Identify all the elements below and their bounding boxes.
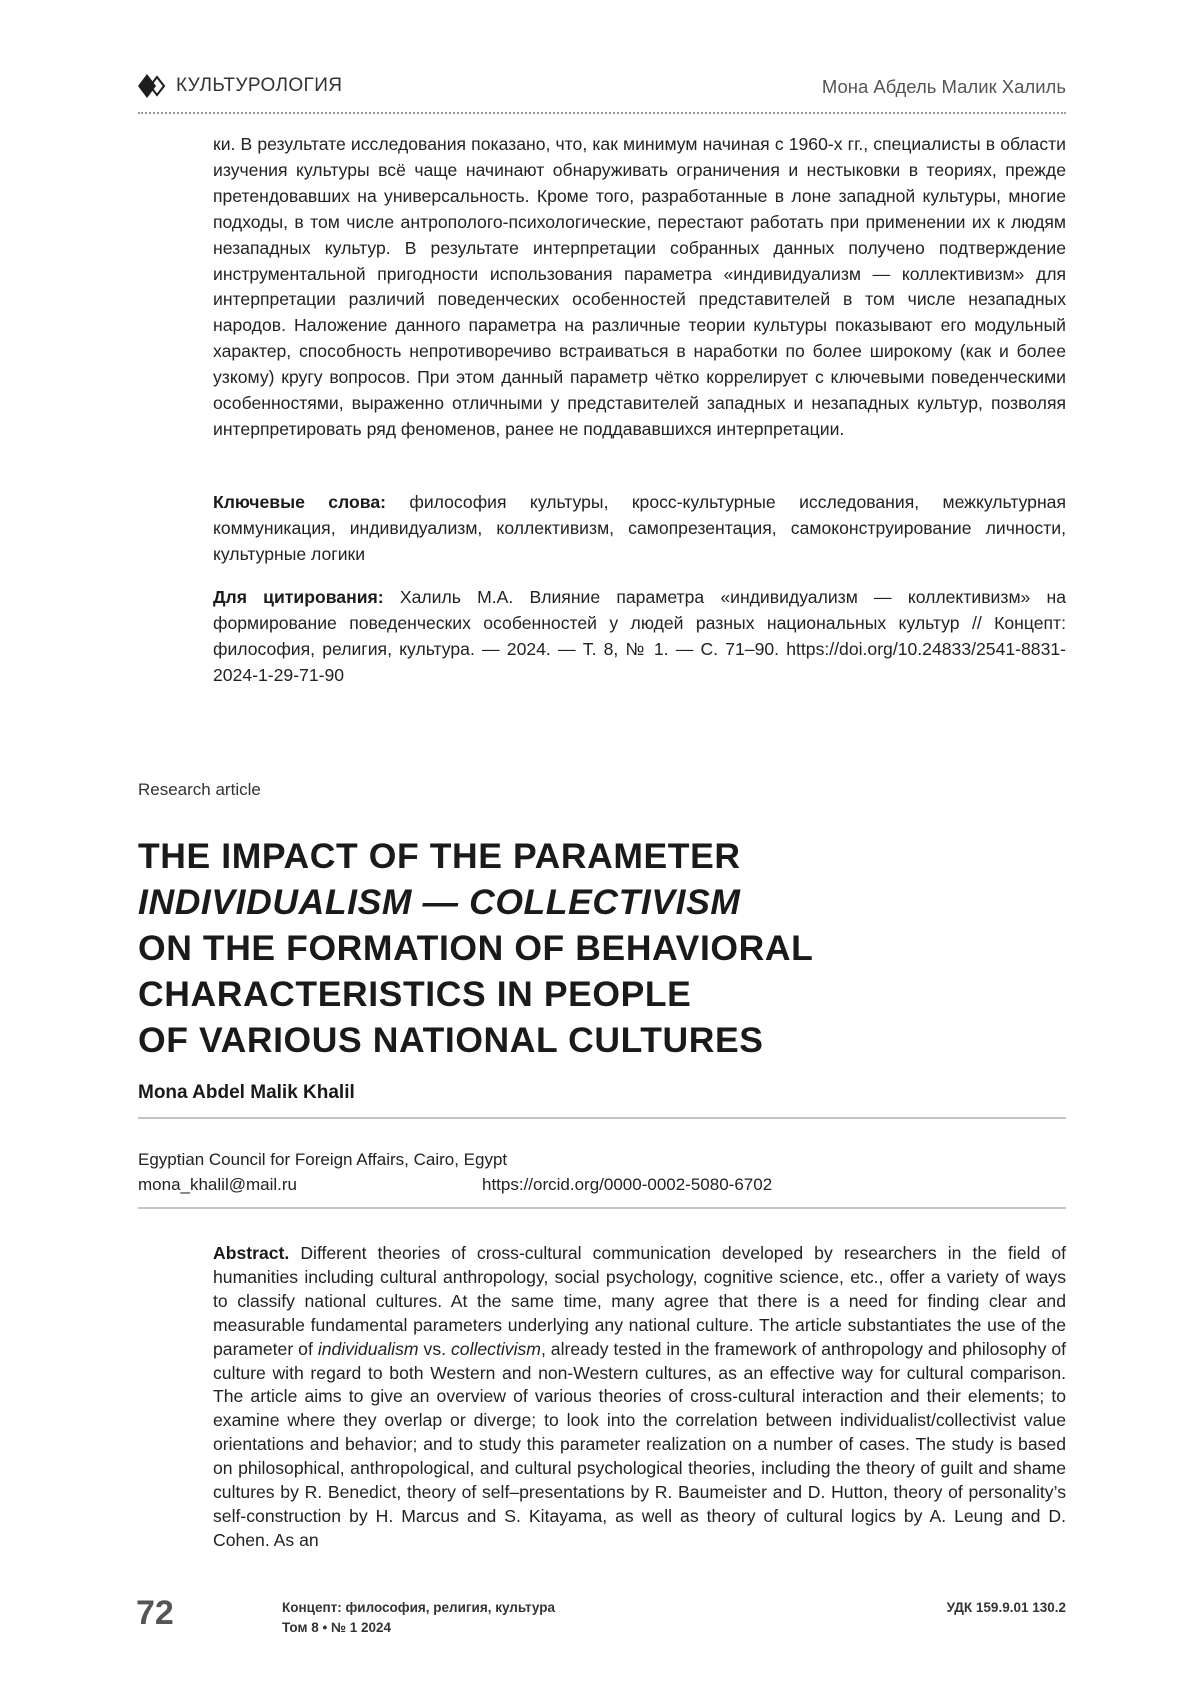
udk-code: УДК 159.9.01 130.2	[946, 1600, 1066, 1615]
author-orcid-link[interactable]: https://orcid.org/0000-0002-5080-6702	[482, 1175, 773, 1194]
en-abstract-term-collectivism: collectivism	[451, 1338, 541, 1359]
title-line: THE IMPACT OF THE PARAMETER	[138, 836, 741, 876]
header-divider	[138, 112, 1066, 114]
en-abstract-term-individualism: individualism	[317, 1338, 419, 1359]
author-divider	[138, 1117, 1066, 1119]
ru-citation	[213, 585, 1066, 689]
article-title	[138, 833, 898, 1063]
en-abstract-label: Abstract.	[213, 1243, 290, 1263]
journal-issue: Том 8 • № 1 2024	[282, 1620, 392, 1635]
en-abstract-vs: vs.	[423, 1338, 447, 1359]
article-type: Research article	[138, 780, 261, 799]
title-line: ON THE FORMATION OF BEHAVIORAL	[138, 928, 814, 968]
page-number: 72	[136, 1594, 174, 1632]
ru-keywords-text: философия культуры, кросс-культурные исследования, межкультурная коммуникация, индивидуализм, коллективизм, самопрезентация, самоконструирование личности, культурные логики	[213, 492, 1066, 564]
en-abstract-text-2: , already tested in the framework of anthropology and philosophy of culture with regard to both Western and non-Western cultures, as an effective way for cultural comparison. The article aims to give an overview of various theories of cross-cultural interaction and their elements; to examine where they overlap or diverge; to look into the correlation between individualist/collectivist value orientations and behavior; and to study this parameter realization on a number of cases. The study is based on philosophical, anthropological, and cultural psychological theories, including the theory of guilt and shame cultures by R. Benedict, theory of self–presentations by R. Baumeister and D. Hutton, theory of personality’s self-construction by H. Marcus and S. Kitayama, as well as theory of cultural logics by A. Leung and D. Cohen. As an	[213, 1338, 1067, 1550]
running-header	[138, 72, 1066, 102]
title-line: CHARACTERISTICS IN PEOPLE	[138, 974, 692, 1014]
author-affiliation: Egyptian Council for Foreign Affairs, Cairo, Egypt	[138, 1150, 508, 1169]
journal-name: Концепт: философия, религия, культура	[282, 1600, 556, 1615]
ru-citation-label: Для цитирования:	[213, 587, 384, 607]
title-line: OF VARIOUS NATIONAL CULTURES	[138, 1020, 764, 1060]
ru-keywords	[213, 490, 1066, 568]
ru-abstract-text: ки. В результате исследования показано, что, как минимум начиная с 1960-х гг., специалисты в области изучения культуры всё чаще начинают обнаруживать ограничения и нестыковки в теориях, прежде претендовавших на универсальность. Кроме того, разработанные в лоне западной культуры, многие подходы, в том числе антрополого-психологические, перестают работать при применении их к людям незападных культур. В результате интерпретации собранных данных получено подтверждение инструментальной пригодности использования параметра «индивидуализм — коллективизм» для интерпретации различий поведенческих особенностей представителей в том числе незападных народов. Наложение данного параметра на различные теории культуры показывают его модульный характер, способность непротиворечиво встраиваться в наработки по более широкому (как и более узкому) кругу вопросов. При этом данный параметр чётко коррелирует с ключевыми поведенческими особенностями, выраженно отличными у представителей западных и незападных культур, позволяя интерпретировать ряд феноменов, ранее не поддававшихся интерпретации.	[213, 134, 1066, 439]
en-abstract-text-1: Different theories of cross-cultural communication developed by researchers in the field of humanities including cultural anthropology, social psychology, cognitive science, etc., offer a variety of ways to classify national cultures. At the same time, many agree that there is a need for finding clear and measurable fundamental parameters underlying any national culture. The article substantiates the use of the parameter of	[213, 1243, 1066, 1359]
journal-logo-icon	[138, 74, 168, 98]
ru-citation-text: Халиль М.А. Влияние параметра «индивидуализм — коллективизм» на формирование поведенческих особенностей у людей разных национальных культур // Концепт: философия, религия, культура. — 2024. — Т. 8, № 1. — С. 71–90. https://doi.org/10.24833/2541-8831-2024-1-29-71-90	[213, 587, 1067, 685]
title-line: INDIVIDUALISM — COLLECTIVISM	[138, 882, 741, 922]
section-title: КУЛЬТУРОЛОГИЯ	[176, 75, 343, 96]
ru-keywords-label: Ключевые слова:	[213, 492, 386, 512]
affiliation-divider	[138, 1207, 1066, 1209]
author-name: Mona Abdel Malik Khalil	[138, 1082, 355, 1103]
header-author: Мона Абдель Малик Халиль	[821, 76, 1066, 97]
author-email[interactable]: mona_khalil@mail.ru	[138, 1175, 297, 1194]
en-abstract	[213, 1242, 1066, 1553]
